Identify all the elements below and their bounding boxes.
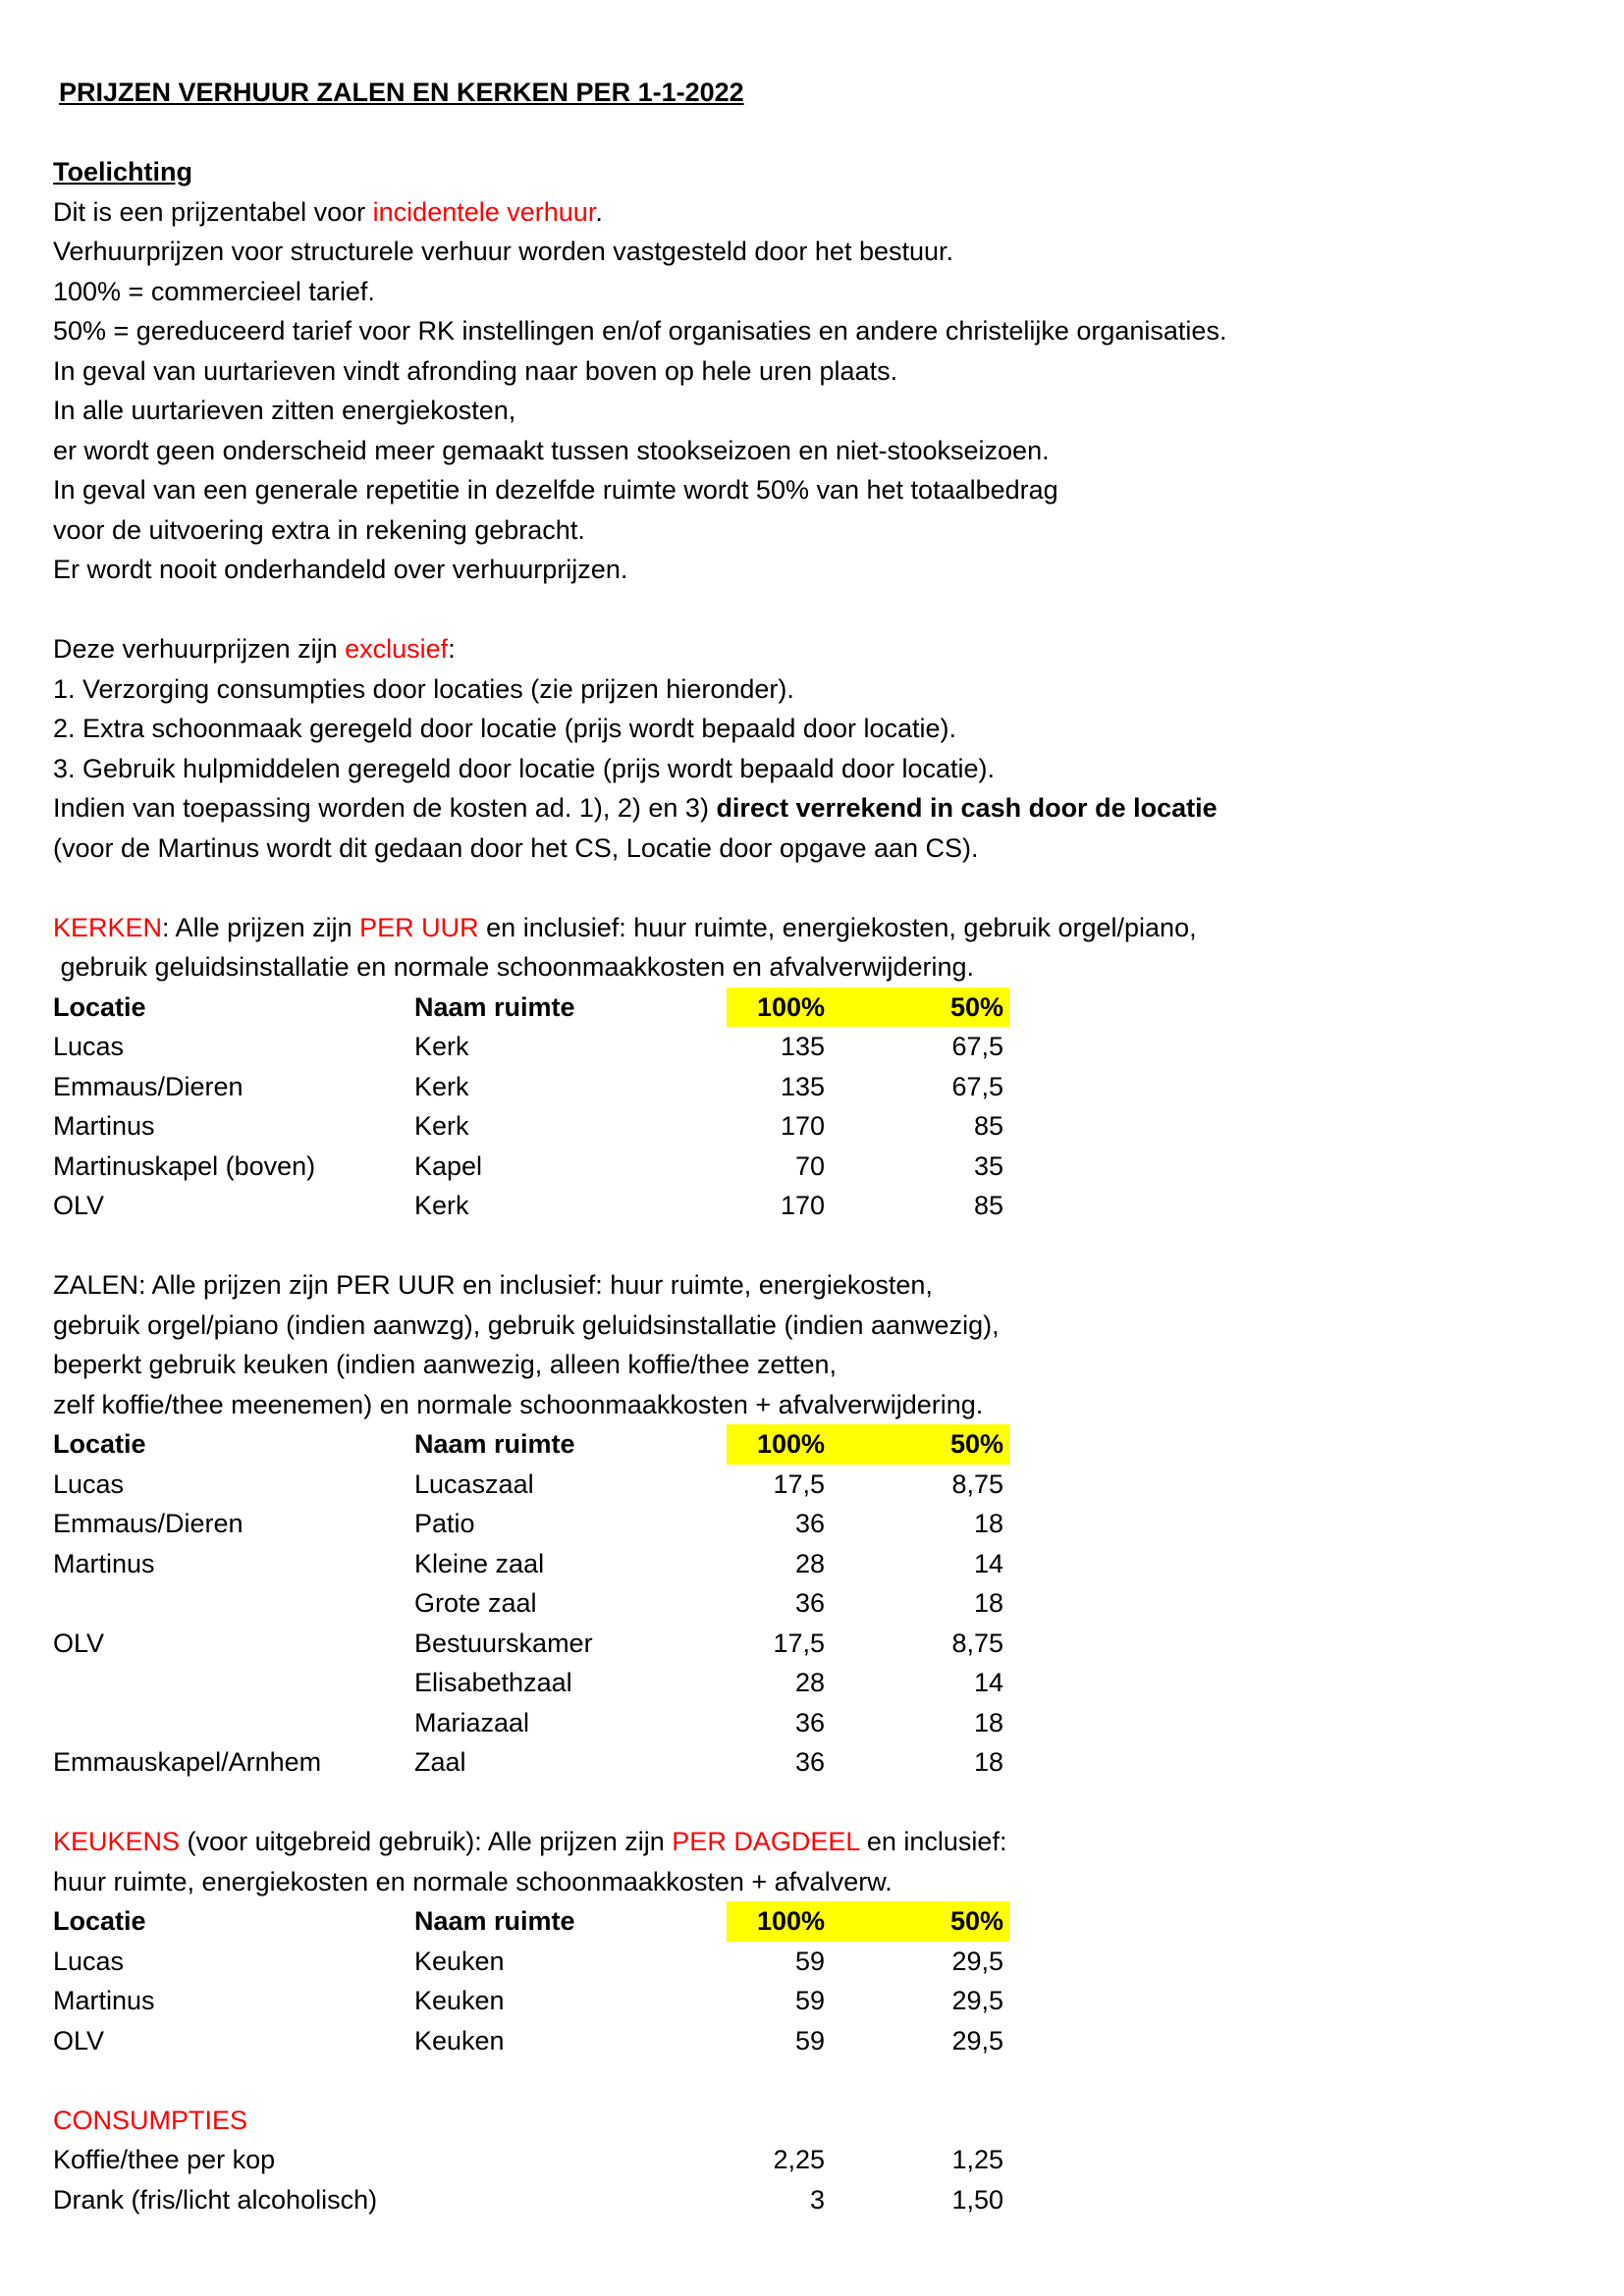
cell-locatie: Emmauskapel/Arnhem xyxy=(53,1747,322,1777)
spacer xyxy=(53,868,1585,908)
toelichting-line: Verhuurprijzen voor structurele verhuur worden vastgesteld door het bestuur. xyxy=(53,237,954,266)
text: 17,5 xyxy=(773,1628,825,1658)
zalen-section xyxy=(53,1265,1585,1783)
toelichting-line: In alle uurtarieven zitten energiekosten, xyxy=(53,396,516,425)
cell-50 xyxy=(866,1583,1009,1624)
cash-note-bold: direct verrekend in cash door de locatie xyxy=(716,793,1218,823)
exclusief-section xyxy=(53,629,1585,868)
text: 8,75 xyxy=(951,1468,1003,1499)
spacer xyxy=(53,2060,1585,2101)
zalen-table xyxy=(53,1424,1009,1783)
header-naam-ruimte: Naam ruimte xyxy=(414,1906,575,1936)
table-row xyxy=(53,1583,1009,1624)
text: 17,5 xyxy=(773,1468,825,1499)
text: 1,50 xyxy=(951,2184,1003,2215)
text: 36 xyxy=(794,1707,825,1737)
cell-locatie xyxy=(53,1663,414,1703)
exclusief-intro xyxy=(53,629,1585,669)
table-row xyxy=(53,1504,1009,1544)
text: 67,5 xyxy=(951,1071,1003,1101)
zalen-intro: gebruik orgel/piano (indien aanwzg), gebruik geluidsinstallatie (indien aanwezig), xyxy=(53,1309,1000,1340)
table-row xyxy=(53,1147,1009,1187)
kerken-section xyxy=(53,908,1585,1226)
table-row xyxy=(53,2140,1009,2180)
cell-locatie: OLV xyxy=(53,1191,105,1220)
text: 2,25 xyxy=(773,2145,825,2174)
spacer xyxy=(53,113,1585,153)
cell-50 xyxy=(866,2180,1009,2220)
cell-ruimte: Lucaszaal xyxy=(414,1468,534,1499)
cell-ruimte: Kerk xyxy=(414,1032,469,1061)
spacer xyxy=(53,1226,1585,1266)
exclusief-item: 3. Gebruik hulpmiddelen geregeld door locatie (prijs wordt bepaald door locatie). xyxy=(53,753,996,783)
toelichting-heading: Toelichting xyxy=(53,157,192,187)
header-naam-ruimte: Naam ruimte xyxy=(414,1429,575,1459)
cell-50 xyxy=(866,1504,1009,1544)
toelichting-section xyxy=(53,152,1585,590)
cell-100 xyxy=(727,1106,866,1147)
cell-50 xyxy=(866,1742,1009,1783)
table-row xyxy=(53,2180,1009,2220)
cell-ruimte: Patio xyxy=(414,1509,475,1538)
keukens-section xyxy=(53,1822,1585,2060)
cell-50 xyxy=(866,1027,1009,1067)
exclusief-text: exclusief xyxy=(345,634,449,664)
header-100 xyxy=(727,1901,866,1942)
cell-locatie xyxy=(53,1703,414,1743)
document-page xyxy=(53,73,1585,2219)
text: 135 xyxy=(780,1032,825,1061)
cell-50 xyxy=(866,1465,1009,1505)
table-row xyxy=(53,1544,1009,1584)
header-50 xyxy=(866,1424,1009,1465)
cell-ruimte: Kerk xyxy=(414,1111,469,1141)
toelichting-line: 100% = commercieel tarief. xyxy=(53,276,375,306)
text: (voor uitgebreid gebruik): Alle prijzen zijn xyxy=(180,1827,673,1856)
table-row xyxy=(53,1067,1009,1107)
text: en inclusief: xyxy=(859,1827,1007,1856)
cell-100 xyxy=(727,1583,866,1624)
cell-100 xyxy=(727,1981,866,2021)
cell-item: Drank (fris/licht alcoholisch) xyxy=(53,2184,378,2215)
text: . xyxy=(595,196,603,227)
text: 85 xyxy=(973,1111,1003,1141)
table-row xyxy=(53,1624,1009,1664)
text: 135 xyxy=(780,1071,825,1101)
exclusief-note-2: (voor de Martinus wordt dit gedaan door het CS, Locatie door opgave aan CS). xyxy=(53,832,979,863)
cell-100 xyxy=(727,1067,866,1107)
cell-100 xyxy=(727,1742,866,1783)
text: 14 xyxy=(973,1668,1003,1697)
table-row xyxy=(53,1981,1009,2021)
text: 18 xyxy=(973,1509,1003,1538)
keukens-intro-2: huur ruimte, energiekosten en normale schoonmaakkosten + afvalverw. xyxy=(53,1866,893,1896)
toelichting-line: In geval van een generale repetitie in dezelfde ruimte wordt 50% van het totaalbedrag xyxy=(53,475,1058,505)
consumpties-label: CONSUMPTIES xyxy=(53,2105,248,2135)
keukens-label: KEUKENS xyxy=(53,1827,181,1856)
text: 70 xyxy=(794,1150,825,1181)
text: 59 xyxy=(794,1946,825,1976)
cell-100 xyxy=(727,1663,866,1703)
text: 28 xyxy=(794,1668,825,1697)
toelichting-line: er wordt geen onderscheid meer gemaakt tussen stookseizoen en niet-stookseizoen. xyxy=(53,435,1050,465)
table-row xyxy=(53,1703,1009,1743)
toelichting-line: In geval van uurtarieven vindt afronding naar boven op hele uren plaats. xyxy=(53,355,898,386)
text: Deze verhuurprijzen zijn xyxy=(53,634,346,664)
cell-50 xyxy=(866,1067,1009,1107)
text: 8,75 xyxy=(951,1628,1003,1658)
header-locatie: Locatie xyxy=(53,1429,146,1459)
cell-50 xyxy=(866,1106,1009,1147)
toelichting-line-1 xyxy=(53,192,1585,233)
text: 18 xyxy=(973,1707,1003,1737)
cell-ruimte: Elisabethzaal xyxy=(414,1668,572,1697)
document-title: PRIJZEN VERHUUR ZALEN EN KERKEN PER 1-1-2022 xyxy=(59,78,744,107)
text: 29,5 xyxy=(951,2025,1003,2056)
text: en inclusief: huur ruimte, energiekosten, gebruik orgel/piano, xyxy=(478,912,1197,942)
toelichting-line: voor de uitvoering extra in rekening gebracht. xyxy=(53,514,585,545)
table-header-row xyxy=(53,988,1009,1028)
exclusief-note xyxy=(53,788,1585,828)
text: 1,25 xyxy=(951,2145,1003,2174)
text: 36 xyxy=(794,1509,825,1538)
cell-100 xyxy=(727,1027,866,1067)
cell-100 xyxy=(727,2021,866,2061)
text: 29,5 xyxy=(951,1986,1003,2015)
table-row xyxy=(53,2021,1009,2061)
text: 36 xyxy=(794,1588,825,1618)
text: Dit is een prijzentabel voor xyxy=(53,196,373,227)
text: 36 xyxy=(794,1747,825,1777)
cell-100 xyxy=(727,1504,866,1544)
text: 85 xyxy=(973,1191,1003,1220)
table-row xyxy=(53,1742,1009,1783)
toelichting-line: Er wordt nooit onderhandeld over verhuurprijzen. xyxy=(53,555,628,584)
text: 50% xyxy=(949,1429,1003,1459)
per-dagdeel-text: PER DAGDEEL xyxy=(672,1827,860,1856)
cell-ruimte: Bestuurskamer xyxy=(414,1628,593,1658)
table-row xyxy=(53,1186,1009,1226)
cell-locatie: OLV xyxy=(53,1628,105,1658)
cell-100 xyxy=(727,1703,866,1743)
text: 100% xyxy=(756,1429,825,1459)
table-header-row xyxy=(53,1901,1009,1942)
incidentele-verhuur-text: incidentele verhuur xyxy=(372,196,596,227)
cell-50 xyxy=(866,1981,1009,2021)
cell-100 xyxy=(727,1465,866,1505)
cell-ruimte: Kerk xyxy=(414,1191,469,1220)
text: 59 xyxy=(794,2025,825,2056)
cell-50 xyxy=(866,1544,1009,1584)
cell-100 xyxy=(727,2180,866,2220)
text: 28 xyxy=(794,1548,825,1578)
per-uur-text: PER UUR xyxy=(359,912,479,942)
cell-50 xyxy=(866,1186,1009,1226)
text: 100% xyxy=(756,1906,825,1936)
cell-ruimte: Zaal xyxy=(414,1747,466,1777)
table-row xyxy=(53,1106,1009,1147)
cell-locatie xyxy=(53,1583,414,1624)
zalen-intro: beperkt gebruik keuken (indien aanwezig, alleen koffie/thee zetten, xyxy=(53,1350,838,1379)
cell-locatie: Lucas xyxy=(53,1468,125,1499)
consumpties-section xyxy=(53,2101,1585,2220)
cell-locatie: Martinus xyxy=(53,1111,155,1141)
cell-locatie: Martinus xyxy=(53,1548,155,1578)
exclusief-item: 2. Extra schoonmaak geregeld door locatie (prijs wordt bepaald door locatie). xyxy=(53,714,957,743)
spacer xyxy=(53,590,1585,630)
cell-50 xyxy=(866,1147,1009,1187)
header-100 xyxy=(727,988,866,1028)
cell-100 xyxy=(727,1147,866,1187)
text: 50% xyxy=(949,991,1003,1022)
header-100 xyxy=(727,1424,866,1465)
toelichting-line: 50% = gereduceerd tarief voor RK instellingen en/of organisaties en andere christelijke organisaties. xyxy=(53,316,1227,346)
cell-locatie: OLV xyxy=(53,2025,105,2056)
table-row xyxy=(53,1027,1009,1067)
cell-ruimte: Grote zaal xyxy=(414,1588,537,1618)
text: 67,5 xyxy=(951,1032,1003,1061)
table-row xyxy=(53,1663,1009,1703)
header-locatie: Locatie xyxy=(53,991,146,1022)
header-50 xyxy=(866,1901,1009,1942)
text: 35 xyxy=(973,1150,1003,1181)
cell-50 xyxy=(866,1942,1009,1982)
text: 59 xyxy=(794,1986,825,2015)
text: 18 xyxy=(973,1747,1003,1777)
kerken-intro xyxy=(53,908,1585,948)
kerken-label: KERKEN xyxy=(53,912,163,942)
cell-ruimte: Keuken xyxy=(414,2025,505,2056)
cell-100 xyxy=(727,1942,866,1982)
text: 170 xyxy=(780,1191,825,1220)
cell-100 xyxy=(727,1186,866,1226)
cell-locatie: Martinus xyxy=(53,1986,155,2015)
zalen-intro: ZALEN: Alle prijzen zijn PER UUR en inclusief: huur ruimte, energiekosten, xyxy=(53,1270,933,1300)
kerken-intro-2: gebruik geluidsinstallatie en normale schoonmaakkosten en afvalverwijdering. xyxy=(53,952,975,982)
table-header-row xyxy=(53,1424,1009,1465)
cell-locatie: Emmaus/Dieren xyxy=(53,1509,244,1538)
cell-50 xyxy=(866,1703,1009,1743)
header-naam-ruimte: Naam ruimte xyxy=(414,991,575,1022)
text: 14 xyxy=(973,1548,1003,1578)
table-row xyxy=(53,1465,1009,1505)
cell-ruimte: Mariazaal xyxy=(414,1707,530,1737)
cell-ruimte: Keuken xyxy=(414,1946,505,1976)
cell-100 xyxy=(727,1544,866,1584)
kerken-table xyxy=(53,988,1009,1226)
text: Indien van toepassing worden de kosten ad. 1), 2) en 3) xyxy=(53,793,717,823)
cell-ruimte: Keuken xyxy=(414,1986,505,2015)
cell-ruimte: Kleine zaal xyxy=(414,1548,545,1578)
cell-locatie: Emmaus/Dieren xyxy=(53,1071,244,1101)
cell-item: Koffie/thee per kop xyxy=(53,2145,276,2174)
cell-50 xyxy=(866,2021,1009,2061)
consumpties-table xyxy=(53,2140,1009,2219)
keukens-table xyxy=(53,1901,1009,2060)
text: 100% xyxy=(756,991,825,1022)
exclusief-item: 1. Verzorging consumpties door locaties (zie prijzen hieronder). xyxy=(53,673,794,704)
text: 3 xyxy=(809,2184,825,2215)
cell-locatie: Martinuskapel (boven) xyxy=(53,1150,316,1181)
cell-100 xyxy=(727,1624,866,1664)
text: : Alle prijzen zijn xyxy=(162,912,360,942)
cell-locatie: Lucas xyxy=(53,1032,125,1061)
text: 29,5 xyxy=(951,1946,1003,1976)
cell-100 xyxy=(727,2140,866,2180)
spacer xyxy=(53,1783,1585,1823)
table-row xyxy=(53,1942,1009,1982)
cell-50 xyxy=(866,1663,1009,1703)
cell-ruimte: Kapel xyxy=(414,1150,483,1181)
cell-locatie: Lucas xyxy=(53,1946,125,1976)
text: 50% xyxy=(949,1906,1003,1936)
cell-50 xyxy=(866,1624,1009,1664)
header-locatie: Locatie xyxy=(53,1906,146,1936)
cell-ruimte: Kerk xyxy=(414,1071,469,1101)
zalen-intro: zelf koffie/thee meenemen) en normale schoonmaakkosten + afvalverwijdering. xyxy=(53,1389,984,1419)
cell-50 xyxy=(866,2140,1009,2180)
header-50 xyxy=(866,988,1009,1028)
text: 170 xyxy=(780,1111,825,1141)
keukens-intro xyxy=(53,1822,1585,1862)
text: : xyxy=(448,634,456,664)
text: 18 xyxy=(973,1588,1003,1618)
